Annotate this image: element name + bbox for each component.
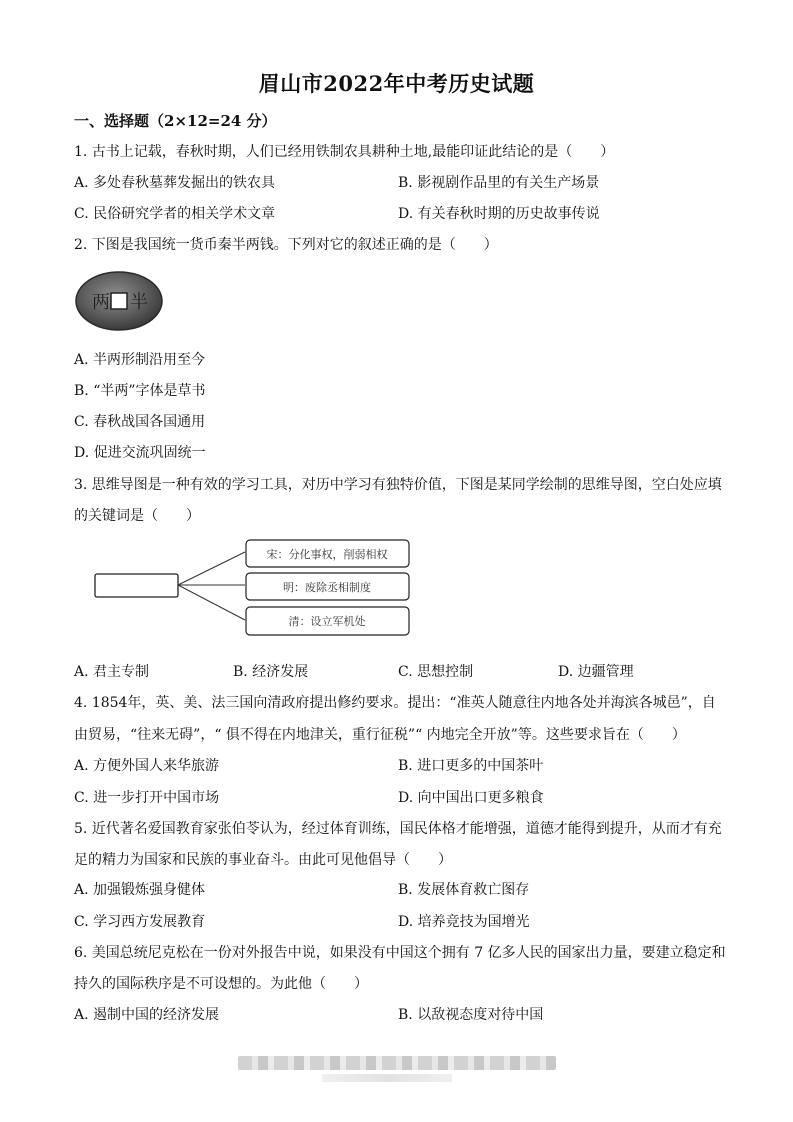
coin-left-char: 两 bbox=[92, 292, 110, 313]
mind-map-text-qing: 清：设立军机处 bbox=[288, 615, 366, 628]
q3-option-d[interactable]: D. 边疆管理 bbox=[558, 664, 634, 680]
section-heading: 一、选择题（2×12=24 分） bbox=[74, 112, 277, 130]
q2-option-a[interactable]: A. 半两形制沿用至今 bbox=[74, 352, 206, 368]
q5-option-a[interactable]: A. 加强锻炼强身健体 bbox=[74, 882, 206, 898]
coin-right-char: 半 bbox=[130, 292, 148, 313]
q1-option-a[interactable]: A. 多处春秋墓葬发掘出的铁农具 bbox=[74, 175, 276, 191]
q4-option-b[interactable]: B. 进口更多的中国茶叶 bbox=[398, 758, 544, 774]
mind-map-text-song: 宋：分化事权，削弱相权 bbox=[266, 548, 388, 561]
q1-option-c[interactable]: C. 民俗研究学者的相关学术文章 bbox=[74, 206, 276, 222]
q5-option-d[interactable]: D. 培养竞技为国增光 bbox=[398, 914, 530, 930]
q2-option-c[interactable]: C. 春秋战国各国通用 bbox=[74, 414, 206, 430]
q1-option-b[interactable]: B. 影视剧作品里的有关生产场景 bbox=[398, 175, 600, 191]
mind-map-text-ming: 明：废除丞相制度 bbox=[283, 581, 371, 594]
q4-option-c[interactable]: C. 进一步打开中国市场 bbox=[74, 790, 220, 806]
q6-stem-line2: 持久的国际秩序是不可设想的。为此他（ ） bbox=[74, 976, 368, 992]
q4-stem-line2: 由贸易，“往来无碍”，“ 俱不得在内地津关，重行征税”“ 内地完全开放”等。这些要求旨在（ ） bbox=[74, 727, 686, 743]
q5-stem-line1: 5. 近代著名爱国教育家张伯苓认为，经过体育训练，国民体格才能增强，道德才能得到提升，从而才有充 bbox=[74, 821, 722, 837]
coin-image bbox=[74, 270, 164, 332]
mind-map-diagram bbox=[92, 538, 422, 640]
q3-stem-line2: 的关键词是（ ） bbox=[74, 508, 200, 524]
ban-liang-coin-icon bbox=[74, 270, 164, 332]
q2-option-d[interactable]: D. 促进交流巩固统一 bbox=[74, 445, 206, 461]
q5-stem-line2: 足的精力为国家和民族的事业奋斗。由此可见他倡导（ ） bbox=[74, 852, 452, 868]
q6-option-a[interactable]: A. 遏制中国的经济发展 bbox=[74, 1007, 220, 1023]
q1-option-d[interactable]: D. 有关春秋时期的历史故事传说 bbox=[398, 206, 600, 222]
q1-stem: 1. 古书上记载，春秋时期，人们已经用铁制农具耕种土地,最能印证此结论的是（ ） bbox=[74, 144, 615, 160]
q3-option-a[interactable]: A. 君主专制 bbox=[74, 664, 150, 680]
q4-option-d[interactable]: D. 向中国出口更多粮食 bbox=[398, 790, 544, 806]
blurred-footer-watermark-2 bbox=[322, 1074, 452, 1082]
q4-option-a[interactable]: A. 方便外国人来华旅游 bbox=[74, 758, 220, 774]
q5-option-c[interactable]: C. 学习西方发展教育 bbox=[74, 914, 206, 930]
q3-stem-line1: 3. 思维导图是一种有效的学习工具，对历中学习有独特价值，下图是某同学绘制的思维导图，空白处应填 bbox=[74, 477, 722, 493]
mind-map-blank-box[interactable] bbox=[95, 574, 178, 597]
q6-option-b[interactable]: B. 以敌视态度对待中国 bbox=[398, 1007, 544, 1023]
q2-stem: 2. 下图是我国统一货币秦半两钱。下列对它的叙述正确的是（ ） bbox=[74, 237, 498, 253]
page-title: 眉山市2022年中考历史试题 bbox=[258, 71, 535, 96]
q6-stem-line1: 6. 美国总统尼克松在一份对外报告中说，如果没有中国这个拥有 7 亿多人民的国家出力量，要建立稳定和 bbox=[74, 945, 726, 961]
q3-option-c[interactable]: C. 思想控制 bbox=[398, 664, 474, 680]
q4-stem-line1: 4. 1854年，英、美、法三国向清政府提出修约要求。提出：“准英人随意往内地各处并海滨各城邑”，自 bbox=[74, 695, 716, 711]
q3-option-b[interactable]: B. 经济发展 bbox=[233, 664, 309, 680]
blurred-footer-watermark bbox=[238, 1056, 556, 1070]
q5-option-b[interactable]: B. 发展体育救亡图存 bbox=[398, 882, 530, 898]
q2-option-b[interactable]: B. “半两”字体是草书 bbox=[74, 383, 206, 399]
